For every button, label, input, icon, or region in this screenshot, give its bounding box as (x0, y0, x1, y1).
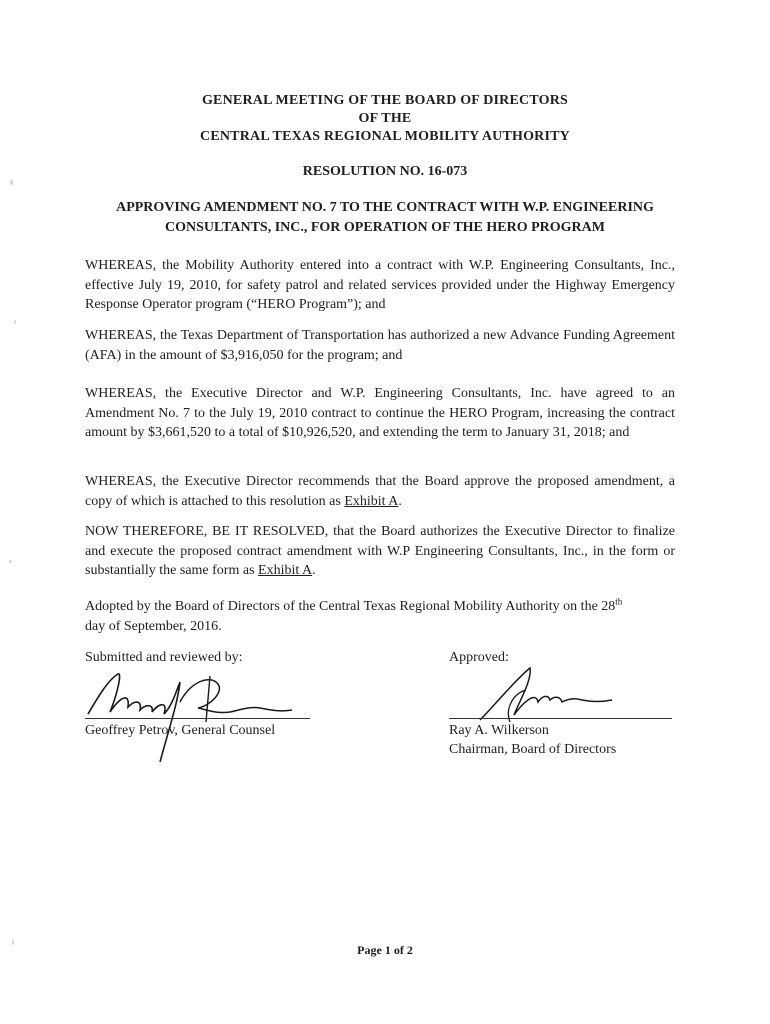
subject-line-2: CONSULTANTS, INC., FOR OPERATION OF THE HERO PROGRAM (164, 220, 605, 235)
whereas-paragraph-1: WHEREAS, the Mobility Authority entered into a contract with W.P. Engineering Consultants, Inc., effective July 19, 2010, for safety patrol and related services provided under the Highway Emergency Response Operator program (“HERO Program”); and (85, 258, 675, 312)
exhibit-a-reference: Exhibit A (344, 493, 399, 509)
subject-line-1: APPROVING AMENDMENT NO. 7 TO THE CONTRACT WITH W.P. ENGINEERING (116, 200, 654, 215)
meeting-header (0, 92, 770, 146)
resolved-paragraph (85, 522, 675, 581)
general-counsel-signature (80, 662, 295, 767)
general-counsel-name: Geoffrey Petrov, General Counsel (85, 723, 276, 738)
ordinal-suffix: th (615, 596, 623, 607)
header-line-1: GENERAL MEETING OF THE BOARD OF DIRECTORS (201, 93, 569, 108)
p6-text: Adopted by the Board of Directors of the Central Texas Regional Mobility Authority on the 28 (85, 599, 616, 614)
scan-speck (10, 180, 13, 185)
p6-end: day of September, 2016. (85, 618, 222, 634)
resolution-number: RESOLUTION NO. 16-073 (302, 164, 468, 179)
whereas-paragraph-3: WHEREAS, the Executive Director and W.P. Engineering Consultants, Inc. have agreed to an Amendment No. 7 to the July 19, 2010 contract to continue the HERO Program, increasing the contract amount by $3,661,520 to a total of $10,926,520, and extending the term to January 31, 2018; and (85, 386, 675, 440)
page-number: Page 1 of 2 (357, 943, 413, 957)
exhibit-a-reference: Exhibit A (258, 563, 313, 578)
scan-speck (9, 560, 12, 563)
header-line-2: OF THE (358, 111, 412, 126)
approved-label: Approved: (449, 650, 509, 665)
p5-end: . (312, 563, 316, 578)
whereas-paragraph-4 (85, 472, 675, 511)
signature-line (85, 718, 310, 719)
scan-speck (14, 320, 16, 324)
adopted-paragraph (85, 597, 675, 636)
header-line-3: CENTRAL TEXAS REGIONAL MOBILITY AUTHORITY (200, 129, 570, 144)
p4-text: WHEREAS, the Executive Director recommends that the Board approve the proposed amendment, a copy of which is attached to this resolution as (85, 474, 675, 509)
chairman-title: Chairman, Board of Directors (449, 742, 617, 757)
resolution-subject (85, 198, 685, 238)
chairman-name: Ray A. Wilkerson (449, 723, 549, 738)
p4-end: . (398, 493, 402, 509)
submitted-label: Submitted and reviewed by: (85, 650, 243, 665)
signature-line (449, 718, 672, 719)
p5-text: NOW THEREFORE, BE IT RESOLVED, that the Board authorizes the Executive Director to finalize and execute the proposed contract amendment with W.P Engineering Consultants, Inc., in the form or substantially the same form as (85, 524, 675, 578)
whereas-paragraph-2: WHEREAS, the Texas Department of Transportation has authorized a new Advance Funding Agreement (AFA) in the amount of $3,916,050 for the program; and (85, 328, 675, 363)
